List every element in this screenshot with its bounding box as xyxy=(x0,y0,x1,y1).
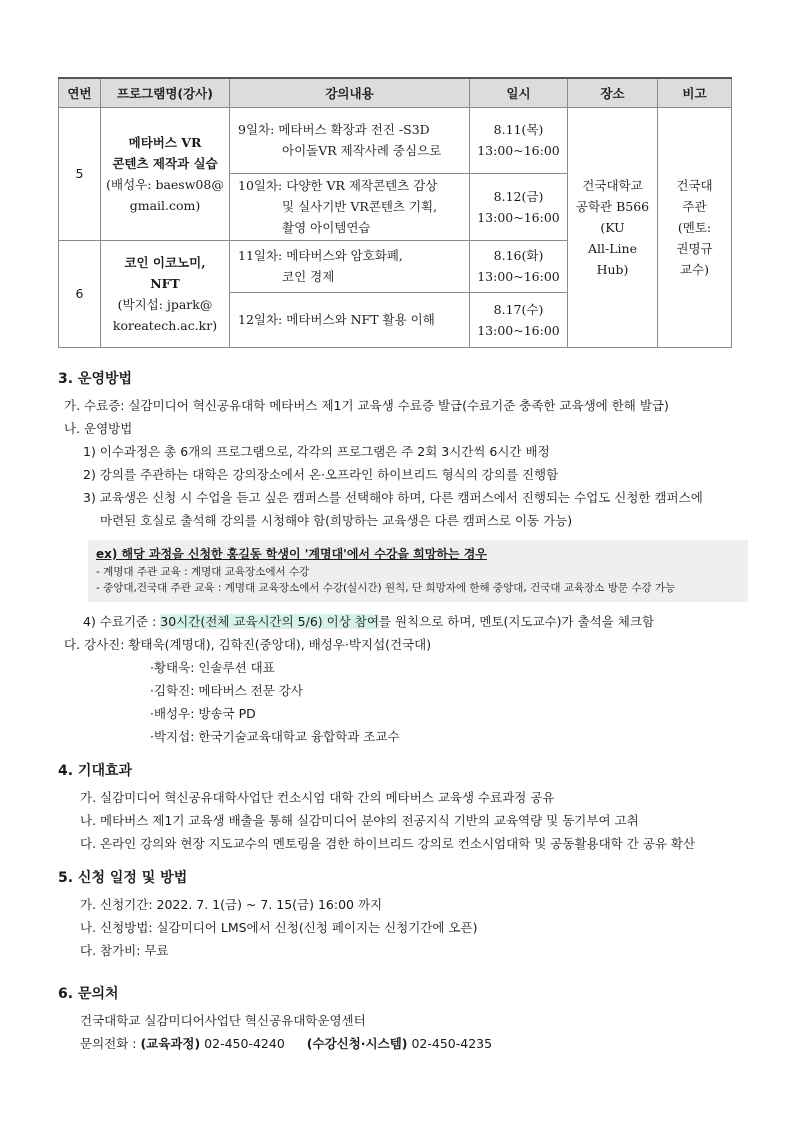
completion-label: 4) 수료기준 : xyxy=(83,614,161,629)
lecture-line: 메타버스와 암호화폐, xyxy=(286,248,403,263)
contact-phones xyxy=(58,1032,748,1055)
lecture-content-cell xyxy=(230,107,470,173)
contact-org: 건국대학교 실감미디어사업단 혁신공유대학운영센터 xyxy=(80,1013,366,1028)
phone-prefix: 문의전화 : xyxy=(80,1036,141,1051)
note-line: 주관 xyxy=(682,198,707,214)
section-title: 4. 기대효과 xyxy=(58,763,133,779)
lecture-date: 8.17(수) xyxy=(493,301,544,317)
example-box xyxy=(88,540,748,602)
example-title: ex) 해당 과정을 신청한 홍길동 학생이 '계명대'에서 수강을 희망하는 경우 xyxy=(96,547,487,561)
section-title: 5. 신청 일정 및 방법 xyxy=(58,870,188,886)
instructor-item: ·황태욱: 인솔루션 대표 xyxy=(150,660,275,675)
note-cell xyxy=(658,107,732,347)
note-line: 교수) xyxy=(679,261,710,277)
note-line: 건국대 xyxy=(676,177,713,193)
certificate-text: 가. 수료증: 실감미디어 혁신공유대학 메타버스 제1기 교육생 수료증 발급(수료기준 충족한 교육생에 한해 발급) xyxy=(64,398,669,413)
program-title-line: NFT xyxy=(150,275,180,291)
table-header-row xyxy=(59,78,732,107)
lecture-content-cell xyxy=(230,240,470,292)
operation-item: 1) 이수과정은 총 6개의 프로그램으로, 각각의 프로그램은 주 2회 3시간씩 6시간 배정 xyxy=(83,444,550,459)
completion-rest: 를 원칙으로 하며, 멘토(지도교수)가 출석을 체크함 xyxy=(378,614,655,629)
lecture-date: 8.16(화) xyxy=(493,248,544,263)
effect-item: 나. 메타버스 제1기 교육생 배출을 통해 실감미디어 분야의 전공지식 기반의 교육역량 및 동기부여 고취 xyxy=(80,813,639,828)
program-instructor-line: (박지섭: jpark@ xyxy=(117,296,213,312)
header-content: 강의내용 xyxy=(230,78,470,107)
lecture-datetime-cell xyxy=(470,292,568,347)
lecture-line: 촬영 아이템연습 xyxy=(282,220,371,235)
section-operation xyxy=(58,368,748,748)
lecture-line: 및 실사기반 VR콘텐츠 기획, xyxy=(282,199,438,214)
schedule-table xyxy=(58,77,732,348)
effect-item: 다. 온라인 강의와 현장 지도교수의 멘토링을 겸한 하이브리드 강의로 컨소시엄대학 및 공동활용대학 간 공유 확산 xyxy=(80,836,696,851)
section-expected-effects xyxy=(58,760,748,855)
program-number: 6 xyxy=(59,240,101,347)
instructor-summary: 다. 강사진: 황태욱(계명대), 김학진(중앙대), 배성우·박지섭(건국대) xyxy=(64,637,432,652)
header-datetime: 일시 xyxy=(470,78,568,107)
application-item: 다. 참가비: 무료 xyxy=(80,943,169,958)
instructor-item: ·김학진: 메타버스 전문 강사 xyxy=(150,683,303,698)
lecture-time: 13:00~16:00 xyxy=(477,322,560,338)
program-number: 5 xyxy=(59,107,101,240)
effect-item: 가. 실감미디어 혁신공유대학사업단 컨소시엄 대학 간의 메타버스 교육생 수료과정 공유 xyxy=(80,790,555,805)
header-no: 연번 xyxy=(59,78,101,107)
lecture-line: 메타버스와 NFT 활용 이해 xyxy=(286,312,435,327)
program-title-line: 메타버스 VR xyxy=(128,134,202,150)
program-instructor-line: koreatech.ac.kr) xyxy=(112,317,218,333)
lecture-day: 9일차: xyxy=(238,122,275,137)
program-name-cell xyxy=(101,240,230,347)
phone-system-label: (수강신청·시스템) xyxy=(306,1036,408,1051)
header-note: 비고 xyxy=(658,78,732,107)
section-application xyxy=(58,867,748,962)
operation-item-continued: 마련된 호실로 출석해 강의를 시청해야 함(희망하는 교육생은 다른 캠퍼스로 이동 가능) xyxy=(100,513,573,528)
note-line: (멘토: xyxy=(677,219,712,235)
completion-criteria xyxy=(58,610,748,633)
program-title-line: 코인 이코노미, xyxy=(124,254,206,270)
lecture-day: 12일차: xyxy=(238,312,283,327)
lecture-line: 코인 경제 xyxy=(282,269,335,284)
header-place: 장소 xyxy=(568,78,658,107)
place-line: Hub) xyxy=(596,261,629,277)
note-line: 권명규 xyxy=(676,240,713,256)
lecture-time: 13:00~16:00 xyxy=(477,143,560,158)
program-instructor-line: (배성우: baesw08@ xyxy=(106,176,224,192)
operation-item: 2) 강의를 주관하는 대학은 강의장소에서 온·오프라인 하이브리드 형식의 강의를 진행함 xyxy=(83,467,559,482)
lecture-datetime-cell xyxy=(470,240,568,292)
place-line: 건국대학교 xyxy=(582,177,643,193)
completion-highlight: 30시간(전체 교육시간의 5/6) 이상 참여 xyxy=(160,614,379,629)
lecture-content-cell xyxy=(230,173,470,240)
instructor-item: ·박지섭: 한국기술교육대학교 융합학과 조교수 xyxy=(150,729,400,744)
lecture-datetime-cell xyxy=(470,173,568,240)
place-line: All-Line xyxy=(588,240,637,256)
lecture-date: 8.11(목) xyxy=(493,122,544,137)
program-instructor-line: gmail.com) xyxy=(129,197,201,213)
example-line: - 계명대 주관 교육 : 계명대 교육장소에서 수강 xyxy=(96,566,310,578)
lecture-day: 10일차: xyxy=(238,178,283,193)
lecture-datetime-cell xyxy=(470,107,568,173)
instructor-item: ·배성우: 방송국 PD xyxy=(150,706,256,721)
lecture-line: 메타버스 확장과 전진 -S3D xyxy=(278,122,430,137)
lecture-content-cell xyxy=(230,292,470,347)
phone-course-number: 02-450-4240 xyxy=(200,1036,285,1051)
operation-item: 3) 교육생은 신청 시 수업을 듣고 싶은 캠퍼스를 선택해야 하며, 다른 캠퍼스에서 진행되는 수업도 신청한 캠퍼스에 xyxy=(83,490,703,505)
phone-course-label: (교육과정) xyxy=(140,1036,201,1051)
section-title: 6. 문의처 xyxy=(58,986,119,1002)
program-title-line: 콘텐츠 제작과 실습 xyxy=(112,155,218,171)
lecture-line: 다양한 VR 제작콘텐츠 감상 xyxy=(286,178,438,193)
section-title: 3. 운영방법 xyxy=(58,371,133,387)
header-program: 프로그램명(강사) xyxy=(101,78,230,107)
application-item: 가. 신청기간: 2022. 7. 1(금) ~ 7. 15(금) 16:00 까지 xyxy=(80,897,383,912)
place-line: (KU xyxy=(600,219,625,235)
lecture-line: 아이돌VR 제작사례 중심으로 xyxy=(282,143,442,158)
table-row xyxy=(59,107,732,173)
example-line: - 중앙대,건국대 주관 교육 : 계명대 교육장소에서 수강(실시간) 원칙, 단 희망자에 한해 중앙대, 건국대 교육장소 방문 수강 가능 xyxy=(96,582,676,594)
program-name-cell xyxy=(101,107,230,240)
application-item: 나. 신청방법: 실감미디어 LMS에서 신청(신청 페이지는 신청기간에 오픈) xyxy=(80,920,478,935)
operation-subtitle: 나. 운영방법 xyxy=(64,421,133,436)
lecture-date: 8.12(금) xyxy=(493,188,544,204)
lecture-day: 11일차: xyxy=(238,248,283,263)
place-cell xyxy=(568,107,658,347)
place-line: 공학관 B566 xyxy=(575,198,650,214)
section-contact xyxy=(58,983,748,1055)
lecture-time: 13:00~16:00 xyxy=(477,269,560,284)
phone-system-number: 02-450-4235 xyxy=(407,1036,493,1051)
lecture-time: 13:00~16:00 xyxy=(477,209,560,225)
